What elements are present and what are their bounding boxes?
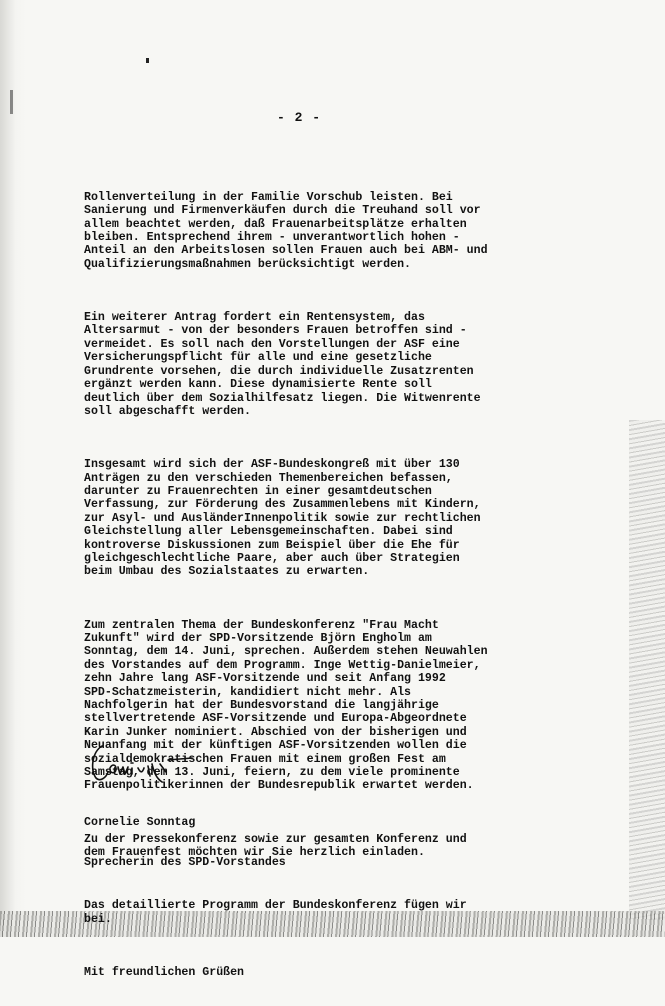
page-number: - 2 - xyxy=(277,110,322,125)
scan-speck xyxy=(146,58,149,63)
closing-greeting: Mit freundlichen Grüßen xyxy=(84,965,245,979)
paragraph: Insgesamt wird sich der ASF-Bundeskongreß mit über 130 Anträgen zu den verschieden Themenbereichen befassen, darunter zu Frauenrechten in einer gesamtdeutschen Verfassung, zur Förderung des Zusammenlebens mit Kindern, zur Asyl- und AusländerInnenpolitik sowie zur rechtlichen Gleichstellung aller Lebensgemeinschaften. Dabei sind kontroverse Diskussionen zum Beispiel über die Ehe für gleichgeschlechtliche Paare, aber auch über Strategien beim Umbau des Sozialstaates zu erwarten. xyxy=(84,458,481,579)
signer-title: Sprecherin des SPD-Vorstandes xyxy=(84,856,286,870)
handwritten-signature xyxy=(88,738,218,788)
paragraph: Das detaillierte Programm der Bundeskonferenz fügen wir bei. xyxy=(84,899,467,926)
scan-right-edge-noise xyxy=(629,420,665,920)
scan-speck xyxy=(10,90,13,114)
signature-block xyxy=(84,789,286,896)
paragraph: Zu der Pressekonferenz sowie zur gesamten Konferenz und dem Frauenfest möchten wir Sie herzlich einladen. xyxy=(84,832,467,860)
paragraph: Ein weiterer Antrag fordert ein Rentensystem, das Altersarmut - von der besonders Frauen betroffen sind - vermeidet. Es soll nach den Vorstellungen der ASF eine Versicherungspflicht für alle und eine gesetzliche Grundrente vorsehen, die durch individuelle Zusatzrenten ergänzt werden kann. Diese dynamisierte Rente soll deutlich über dem Sozialhilfesatz liegen. Die Witwenrente soll abgeschafft werden. xyxy=(84,311,481,418)
scan-left-edge xyxy=(0,0,26,937)
paragraph: Zum zentralen Thema der Bundeskonferenz "Frau Macht Zukunft" wird der SPD-Vorsitzende Björn Engholm am Sonntag, dem 14. Juni, sprechen. Außerdem stehen Neuwahlen des Vorstandes auf dem Programm. Inge Wettig-Danielmeier, zehn Jahre lang ASF-Vorsitzende und seit Anfang 1992 SPD-Schatzmeisterin, kandidiert nicht mehr. Als Nachfolgerin hat der Bundesvorstand die langjährige stellvertretende ASF-Vorsitzende und Europa-Abgeordnete Karin Junker nominiert. Abschied von der bisherigen und Neuanfang mit der künftigen ASF-Vorsitzenden wollen die sozialdemokratischen Frauen mit einem großen Fest am Samstag, dem 13. Juni, feiern, zu dem viele prominente Frauenpolitikerinnen der Bundesrepublik erwartet werden. xyxy=(84,618,488,793)
paragraph: Rollenverteilung in der Familie Vorschub leisten. Bei Sanierung und Firmenverkäufen durch die Treuhand soll vor allem beachtet werden, daß Frauenarbeitsplätze erhalten bleiben. Entsprechend ihrem - unverantwortlich hohen - Anteil an den Arbeitslosen sollen Frauen auch bei ABM- und Qualifizierungsmaßnahmen berücksichtigt werden. xyxy=(84,190,488,271)
signer-name: Cornelie Sonntag xyxy=(84,815,196,829)
